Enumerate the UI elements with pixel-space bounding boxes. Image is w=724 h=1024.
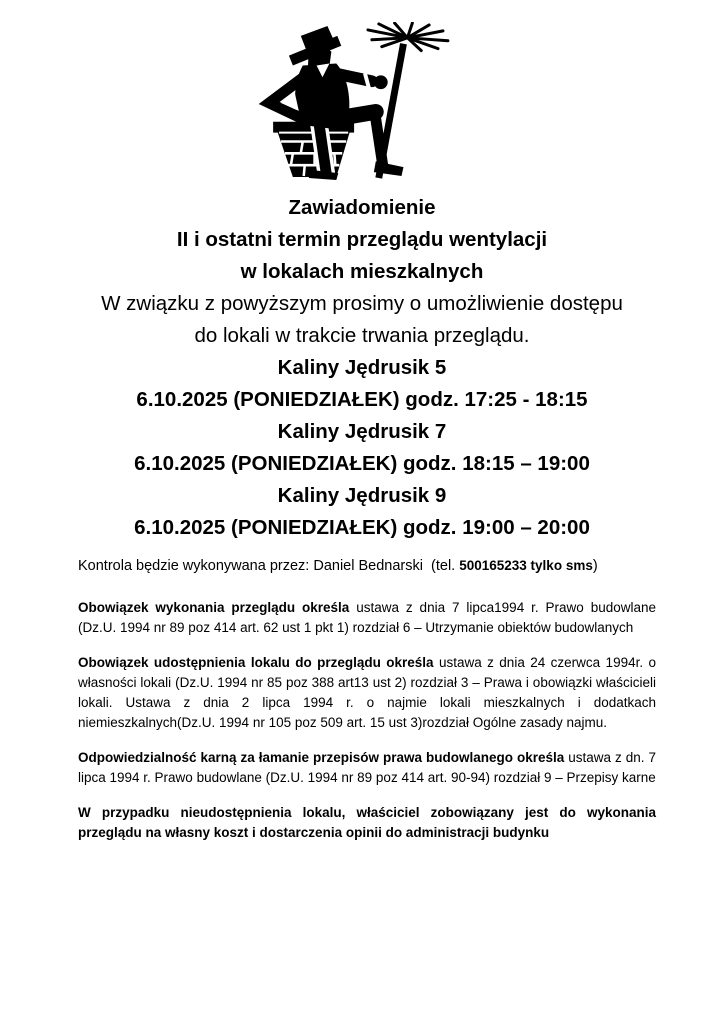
legal-paragraph-3-text: ustawa z dn. 7 lipca 1994 r. Prawo budowlane (Dz.U. 1994 nr 89 poz 414 art. 90-94) rozdział 9 – Przepisy karne	[78, 750, 656, 785]
legal-paragraph-3	[78, 748, 656, 788]
subtitle-line-1: II i ostatni termin przeglądu wentylacji	[176, 228, 548, 251]
notice-header	[0, 192, 724, 544]
contact-suffix: )	[592, 558, 598, 574]
intro-line-1: W związku z powyższym prosimy o umożliwienie dostępu	[101, 292, 623, 315]
contact-phone: 500165233 tylko sms	[459, 558, 593, 573]
legal-paragraph-2-text: ustawa z dnia 24 czerwca 1994r. o własności lokali (Dz.U. 1994 nr 85 poz 388 art13 ust 2) rozdział 3 – Prawa i obowiązki właścicieli lokali. Ustawa z dnia 2 lipca 1994 r. o najmie lokali mieszkalnych i dodatkach niemieszkalnych(Dz.U. 1994 nr 105 poz 509 art. 15 ust 3)rozdział Ogólne zasady najmu.	[78, 655, 656, 730]
final-note: W przypadku nieudostępnienia lokalu, właściciel zobowiązany jest do wykonania przeglądu na własny koszt i dostarczenia opinii do administracji budynku	[78, 805, 656, 840]
page-title: Zawiadomienie	[288, 196, 436, 219]
legal-paragraph-3-lead: Odpowiedzialność karną za łamanie przepisów prawa budowlanego określa	[78, 750, 565, 765]
schedule-datetime-1: 6.10.2025 (PONIEDZIAŁEK) godz. 17:25 - 18:15	[136, 388, 588, 411]
subtitle-line-2: w lokalach mieszkalnych	[240, 260, 484, 283]
chimney-sweep-icon	[233, 22, 491, 180]
contact-line	[78, 556, 656, 576]
legal-paragraph-1-lead: Obowiązek wykonania przeglądu określa	[78, 600, 350, 615]
legal-paragraph-2	[78, 653, 656, 733]
schedule-address-2: Kaliny Jędrusik 7	[277, 420, 447, 443]
schedule-address-1: Kaliny Jędrusik 5	[277, 356, 447, 379]
legal-paragraph-1	[78, 598, 656, 638]
notice-body	[78, 556, 656, 843]
intro-line-2: do lokali w trakcie trwania przeglądu.	[194, 324, 530, 347]
legal-paragraph-2-lead: Obowiązek udostępnienia lokalu do przeglądu określa	[78, 655, 434, 670]
legal-paragraph-1-text: ustawa z dnia 7 lipca1994 r. Prawo budowlane (Dz.U. 1994 nr 89 poz 414 art. 62 ust 1 pkt 1) rozdział 6 – Utrzymanie obiektów budowlanych	[78, 600, 656, 635]
schedule-address-3: Kaliny Jędrusik 9	[277, 484, 447, 507]
contact-prefix: Kontrola będzie wykonywana przez: Daniel Bednarski (tel.	[78, 558, 460, 574]
schedule-datetime-3: 6.10.2025 (PONIEDZIAŁEK) godz. 19:00 – 20:00	[134, 516, 590, 539]
schedule-datetime-2: 6.10.2025 (PONIEDZIAŁEK) godz. 18:15 – 19:00	[134, 452, 590, 475]
